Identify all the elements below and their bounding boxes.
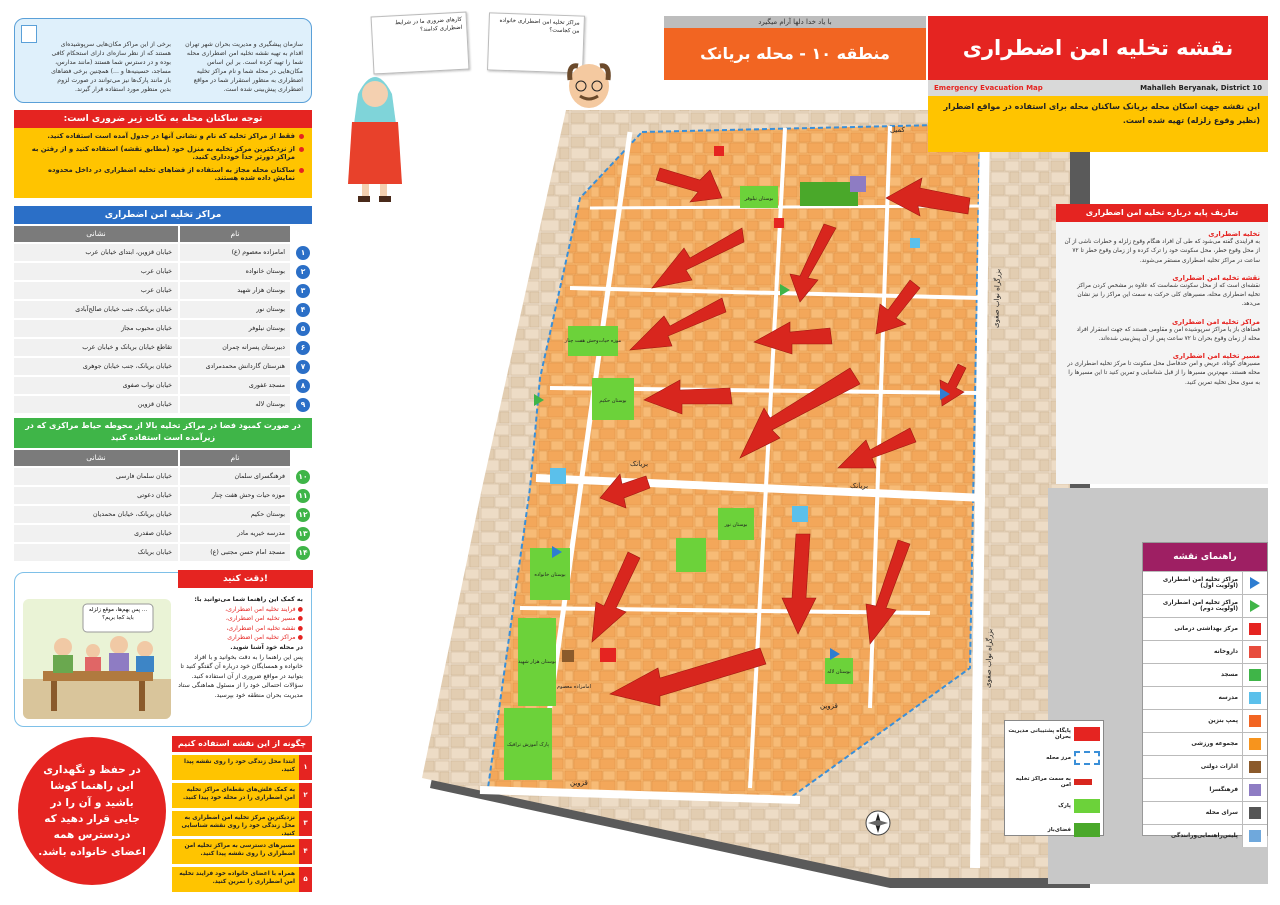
howto-title: چگونه از این نقشه استفاده کنیم xyxy=(172,736,312,752)
legend-item xyxy=(1143,778,1267,801)
blue-flag-icon xyxy=(1242,572,1267,594)
legend-label: مرکز بهداشتی درمانی xyxy=(1174,626,1238,632)
table-row xyxy=(14,544,312,561)
legend-item xyxy=(1143,594,1267,617)
keep-guide-circle: در حفظ و نگهداری این راهنما کوشا باشید و آن را در جایی قرار دهید که دردسترس همه اعضای خانواده باشد. xyxy=(18,737,166,885)
park-salman xyxy=(800,182,858,206)
legend-item xyxy=(1143,571,1267,594)
row-address: خیابان بریانک، جنب خیابان صالح‌آبادی xyxy=(14,301,178,318)
howto-step xyxy=(172,755,312,780)
table-row xyxy=(14,396,312,413)
legend2-item xyxy=(1008,819,1100,841)
evacuation-map[interactable] xyxy=(330,88,1090,888)
howto-steps xyxy=(172,755,312,892)
careful-title: دقت کنید! xyxy=(178,570,313,588)
centers-title: مراکز تخلیه امن اضطراری xyxy=(14,206,312,224)
map-label: بوستان نیلوفر xyxy=(744,196,774,202)
street-label-navab: بزرگراه نواب صفوی xyxy=(992,268,1003,329)
alt-centers-header xyxy=(14,450,312,466)
row-address: تقاطع خیابان بریانک و خیابان عرب xyxy=(14,339,178,356)
map-label: بوستان نور xyxy=(724,522,748,528)
street-label-navab-2: بزرگراه نواب صفوی xyxy=(984,628,995,689)
row-number-badge: ۱۳ xyxy=(296,527,310,541)
legend-label: مجموعه ورزشی xyxy=(1191,741,1238,747)
legend-item xyxy=(1143,824,1267,847)
row-name: هنرستان گاردانش محمدمرادی xyxy=(180,358,290,375)
definition-heading: تخلیه اضطراری xyxy=(1208,230,1260,238)
row-number-badge: ۵ xyxy=(296,322,310,336)
clinic-icon xyxy=(774,218,784,228)
english-title-row xyxy=(928,80,1268,96)
row-name: مسجد امام حسن مجتبی (ع) xyxy=(180,544,290,561)
row-address: خیابان قزوین، ابتدای خیابان عرب xyxy=(14,244,178,261)
alt-centers-panel xyxy=(14,418,312,561)
notes-panel xyxy=(14,110,312,198)
legend-label: ادارات دولتی xyxy=(1200,764,1238,770)
table-row xyxy=(14,525,312,542)
police-icon xyxy=(1242,825,1267,847)
note-item: از نزدیکترین مرکز تخلیه به منزل خود (مطابق نقشه) استفاده کنید و از رفتن به مراکز دورتر جداً خودداری کنید. xyxy=(24,145,304,161)
support-base-icon xyxy=(600,648,616,662)
row-name: بوستان نور xyxy=(180,301,290,318)
legend-item xyxy=(1143,709,1267,732)
howto-panel xyxy=(172,736,312,889)
legend2-swatch xyxy=(1074,799,1100,813)
speech-bubble: ... پس بهم‌ها، موقع زلزله باید کجا بریم؟ xyxy=(88,607,148,621)
legend-item xyxy=(1143,640,1267,663)
compass-icon xyxy=(866,811,890,835)
school-icon xyxy=(792,506,808,522)
row-name: بوستان هزار شهید xyxy=(180,282,290,299)
street-label-beryanak: بریانک xyxy=(850,482,869,490)
government-icon xyxy=(562,650,574,662)
centers-panel xyxy=(14,206,312,413)
col-name: نام xyxy=(180,226,290,242)
table-row xyxy=(14,377,312,394)
legend-label: فرهنگسرا xyxy=(1209,787,1238,793)
row-address: خیابان صفدری xyxy=(14,525,178,542)
legend2-item xyxy=(1008,771,1100,793)
street-label-kamil: کمیل xyxy=(890,126,905,134)
howto-step-number: ۴ xyxy=(299,839,312,864)
legend-rows xyxy=(1143,571,1267,847)
english-district: Mahalleh Beryanak, District 10 xyxy=(1140,84,1262,92)
legend2-label: پارک xyxy=(1058,803,1071,809)
document-icon xyxy=(21,25,37,43)
row-number-badge: ۱۰ xyxy=(296,470,310,484)
gas-station-icon xyxy=(1242,710,1267,732)
map-label: موزه حیات‌وحش هفت چنار xyxy=(564,338,622,344)
legend-label: مدرسه xyxy=(1218,695,1238,701)
row-number-badge: ۱۲ xyxy=(296,508,310,522)
street-label-qazvin-2: قزوین xyxy=(820,702,838,710)
careful-item: فرایند تخلیه امن اضطراری، xyxy=(225,605,296,613)
note-item: فقط از مراکز تخلیه که نام و نشانی آنها در جدول آمده است استفاده کنید. xyxy=(24,132,304,140)
legend2-swatch xyxy=(1074,727,1100,741)
table-row xyxy=(14,244,312,261)
row-address: خیابان سلمان فارسی xyxy=(14,468,178,485)
culture-house-icon xyxy=(1242,779,1267,801)
row-address: خیابان محبوب مجاز xyxy=(14,320,178,337)
notes-title: توجه ساکنان محله به نکات زیر ضروری است: xyxy=(14,110,312,128)
row-number-badge: ۶ xyxy=(296,341,310,355)
map-label: بوستان حکیم xyxy=(599,398,627,404)
definitions-title: تعاریف پایه درباره تخلیه امن اضطراری xyxy=(1056,204,1268,222)
park-noor-2 xyxy=(676,538,706,572)
definition-text: نقشه‌ای است که از محل سکونت شماست که علاوه بر مشخص کردن مراکز تخلیه اضطراری محله، مسیرهای کلی حرکت به سمت این مراکز را نیز نشان می‌دهد. xyxy=(1077,282,1260,308)
note-card-1: کارهای ضروری ما در شرایط اضطراری کدامند؟ xyxy=(371,12,470,75)
row-number-badge: ۸ xyxy=(296,379,310,393)
legend2-swatch xyxy=(1074,823,1100,837)
legend-label: داروخانه xyxy=(1214,649,1238,655)
howto-step-text: مسیرهای دسترسی به مراکز تخلیه امن اضطراری را روی نقشه پیدا کنید. xyxy=(172,839,299,864)
legend-label: پمپ بنزین xyxy=(1208,718,1238,724)
alt-centers-title: در صورت کمبود فضا در مراکز تخلیه بالا از محوطه حیاط مراکزی که در زیرآمده است استفاده کنید xyxy=(14,418,312,448)
row-name: موزه حیات وحش هفت چنار xyxy=(180,487,290,504)
map-legend xyxy=(1142,542,1268,839)
row-address: خیابان دعوتی xyxy=(14,487,178,504)
family-illustration xyxy=(23,599,171,719)
row-number-badge: ۹ xyxy=(296,398,310,412)
map-description: این نقشه جهت اسکان محله بریانک ساکنان محله برای استفاده در مواقع اضطرار (نظیر وقوع زلزله) تهیه شده است. xyxy=(928,96,1268,152)
row-name: مسجد غفوری xyxy=(180,377,290,394)
legend2-label: به سمت مراکز تخلیه امن xyxy=(1015,776,1071,788)
school-icon xyxy=(550,468,566,484)
table-row xyxy=(14,339,312,356)
howto-step-number: ۱ xyxy=(299,755,312,780)
row-name: امامزاده معصوم (ع) xyxy=(180,244,290,261)
careful-outro: در محله خود آشنا شوید. xyxy=(230,644,303,652)
legend-item xyxy=(1143,686,1267,709)
row-address: خیابان بریانک، جنب خیابان جوهری xyxy=(14,358,178,375)
row-address: خیابان بریانک xyxy=(14,544,178,561)
note-card-2: مراکز تخلیه امن اضطراری خانواده من کجاست؟ xyxy=(487,12,585,73)
col-address: نشانی xyxy=(14,226,178,242)
legend2-label: مرز محله xyxy=(1046,755,1071,761)
careful-item: مسیر تخلیه امن اضطراری، xyxy=(225,615,296,623)
map-label: بوستان خانواده xyxy=(534,572,566,578)
sports-icon xyxy=(1242,733,1267,755)
row-number-badge: ۱۱ xyxy=(296,489,310,503)
row-name: دبیرستان پسرانه چمران xyxy=(180,339,290,356)
careful-box xyxy=(14,572,312,727)
legend-item xyxy=(1143,732,1267,755)
centers-rows xyxy=(14,244,312,413)
row-address: خیابان عرب xyxy=(14,282,178,299)
legend-label: مراکز تخلیه امن اضطراری (اولویت دوم) xyxy=(1162,600,1238,612)
howto-step-number: ۳ xyxy=(299,811,312,836)
row-address: خیابان بریانک، خیابان محمدیان xyxy=(14,506,178,523)
clinic-icon xyxy=(714,146,724,156)
careful-item: نقشه تخلیه امن اضطراری، xyxy=(226,624,296,632)
howto-step-number: ۲ xyxy=(299,783,312,808)
english-title: Emergency Evacuation Map xyxy=(934,84,1043,92)
government-icon xyxy=(1242,756,1267,778)
pharmacy-icon xyxy=(1242,641,1267,663)
map-label: امامزاده معصوم xyxy=(557,684,591,690)
howto-step-number: ۵ xyxy=(299,867,312,892)
row-name: مدرسه خیریه مادر xyxy=(180,525,290,542)
row-address: خیابان عرب xyxy=(14,263,178,280)
col-address: نشانی xyxy=(14,450,178,466)
legend2-swatch xyxy=(1074,779,1100,785)
map-label: بوستان لاله xyxy=(827,669,851,675)
legend-title: راهنمای نقشه xyxy=(1143,543,1267,571)
howto-step xyxy=(172,811,312,836)
row-number-badge: ۳ xyxy=(296,284,310,298)
table-row xyxy=(14,506,312,523)
map-legend-secondary xyxy=(1004,720,1104,836)
culture-house-icon xyxy=(850,176,866,192)
mosque-icon xyxy=(1242,664,1267,686)
legend2-swatch xyxy=(1074,751,1100,765)
row-address: خیابان نواب صفوی xyxy=(14,377,178,394)
definitions-panel xyxy=(1056,204,1268,484)
legend2-label: پایگاه پشتیبانی مدیریت بحران xyxy=(1008,728,1071,740)
howto-step-text: به کمک فلش‌های نقطه‌ای مراکز تخلیه امن اضطراری را در محله خود پیدا کنید. xyxy=(172,783,299,808)
howto-step-text: ابتدا محل زندگی خود را روی نقشه پیدا کنید. xyxy=(172,755,299,780)
table-row xyxy=(14,487,312,504)
howto-step-text: همراه با اعضای خانواده خود فرایند تخلیه امن اضطراری را تمرین کنید. xyxy=(172,867,299,892)
intro-box xyxy=(14,18,312,103)
notes-list xyxy=(24,132,304,187)
careful-lead: به کمک این راهنما شما می‌توانید با: xyxy=(194,596,303,603)
row-name: فرهنگسرای سلمان xyxy=(180,468,290,485)
school-icon xyxy=(1242,687,1267,709)
row-number-badge: ۱ xyxy=(296,246,310,260)
howto-step xyxy=(172,783,312,808)
col-name: نام xyxy=(180,450,290,466)
howto-step-text: نزدیکترین مرکز تخلیه امن اضطراری به محل زندگی خود را روی نقشه شناسایی کنید. xyxy=(172,811,299,836)
map-label: پارک آموزش ترافیک xyxy=(506,742,550,748)
intro-text-right: سازمان پیشگیری و مدیریت بحران شهر تهران اقدام به تهیه نقشه تخلیه امن اضطراری محله شما را تهیه کرده است. بر این اساس مکان‌هایی در محله شما و نام مراکز تخلیه اضطراری به منظور استقرار شما در مواقع اضطراری پیش‌بینی شده است. xyxy=(185,41,303,93)
page-title: نقشه تخلیه امن اضطراری xyxy=(928,16,1268,80)
definition-heading: مسیر تخلیه امن اضطراری xyxy=(1172,352,1260,361)
row-number-badge: ۱۴ xyxy=(296,546,310,560)
row-number-badge: ۴ xyxy=(296,303,310,317)
legend-label: مسجد xyxy=(1220,672,1238,678)
careful-body: پس این راهنما را به دقت بخوانید و با افراد خانواده و همسایگان خود درباره آن گفتگو کنید تا بتوانید در مواقع ضروری از آن استفاده کنید. سؤالات احتمالی خود را از مسئول هماهنگی ستاد مدیریت بحران منطقه خود بپرسید. xyxy=(178,653,303,700)
school-icon xyxy=(910,238,920,248)
definition-heading: مراکز تخلیه امن اضطراری xyxy=(1171,317,1260,326)
street-label-qazvin: قزوین xyxy=(570,779,588,787)
row-name: بوستان خانواده xyxy=(180,263,290,280)
centers-header xyxy=(14,226,312,242)
legend-label: مراکز تخلیه امن اضطراری (اولویت اول) xyxy=(1162,577,1238,589)
table-row xyxy=(14,320,312,337)
row-name: بوستان حکیم xyxy=(180,506,290,523)
row-number-badge: ۷ xyxy=(296,360,310,374)
legend-item xyxy=(1143,755,1267,778)
howto-step xyxy=(172,867,312,892)
careful-item: مراکز تخلیه امن اضطراری xyxy=(227,634,296,642)
legend-item xyxy=(1143,663,1267,686)
row-name: بوستان نیلوفر xyxy=(180,320,290,337)
row-name: بوستان لاله xyxy=(180,396,290,413)
definition-text: فضاهای باز یا مراکز سرپوشیده امن و مقاومی هستند که جهت استقرار افراد محله از زمان وقوع بحران تا ۷۲ ساعت پس از آن پیش‌بینی شده‌اند. xyxy=(1076,326,1260,342)
legend2-item xyxy=(1008,723,1100,745)
table-row xyxy=(14,282,312,299)
note-item: ساکنان محله مجاز به استفاده از فضاهای تخلیه اضطراری در داخل محدوده نمایش داده شده هستند. xyxy=(24,166,304,182)
legend2-rows xyxy=(1005,723,1103,841)
legend-item xyxy=(1143,617,1267,640)
definition-text: مسیرهای کوتاه، عریض و امن حدفاصل محل سکونت تا مرکز تخلیه اضطراری در محله هستند. مهم‌ترین مسیرها را از قبل شناسایی و تمرین کنید تا این مسیرها را به سوی محل تخلیه تمرین کنید. xyxy=(1067,361,1260,386)
green-flag-icon xyxy=(1242,595,1267,617)
row-number-badge: ۲ xyxy=(296,265,310,279)
legend2-item xyxy=(1008,795,1100,817)
legend2-label: فضای‌باز xyxy=(1047,827,1071,833)
table-row xyxy=(14,263,312,280)
street-label-beryanak-2: بریانک xyxy=(630,460,649,468)
howto-step xyxy=(172,839,312,864)
table-row xyxy=(14,358,312,375)
map-label: بوستان هزار شهید xyxy=(518,659,556,665)
definition-text: به فرایندی گفته می‌شود که طی آن افراد هنگام وقوع زلزله و خطرات ناشی از آن از محل وقوع خطر، محل سکونت خود را ترک کرده و از زمان وقوع خطر تا ۷۲ ساعت در مراکز تخلیه اضطراری مستقر می‌شوند. xyxy=(1064,239,1260,264)
district-title: منطقه ۱۰ - محله بریانک xyxy=(664,28,926,80)
row-address: خیابان قزوین xyxy=(14,396,178,413)
legend-label: پلیس‌راهنمایی‌ورانندگی xyxy=(1171,833,1238,839)
careful-text: به کمک این راهنما شما می‌توانید با: ● فرایند تخلیه امن اضطراری، ● مسیر تخلیه امن اضطراری، ● نقشه تخلیه امن اضطراری، ● مراکز تخلیه امن اضطراری در محله خود آشنا شوید. پس این راهنما را به دقت بخوانید و با افراد خانواده و همسایگان خود درباره آن گفتگو کنید تا بتوانید در مواقع ضروری از آن استفاده کنید. سؤالات احتمالی خود را از مسئول هماهنگی ستاد مدیریت بحران منطقه خود بپرسید. xyxy=(178,596,303,700)
legend-item xyxy=(1143,801,1267,824)
community-house-icon xyxy=(1242,802,1267,824)
table-row xyxy=(14,468,312,485)
intro-text-left: برخی از این مراکز مکان‌هایی سرپوشیده‌ای هستند که از نظر سازه‌ای دارای استحکام کافی بوده و در دسترس شما هستند (مانند مدارس، مساجد، حسینیه‌ها و ...) همچنین برخی فضاهای باز مانند پارک‌ها نیز می‌توانند در صورت لزوم بدین منظور مورد استفاده قرار گیرند. xyxy=(51,41,171,93)
alt-centers-rows xyxy=(14,468,312,561)
definition-heading: نقشه تخلیه امن اضطراری xyxy=(1172,273,1260,282)
table-row xyxy=(14,301,312,318)
legend2-item xyxy=(1008,747,1100,769)
legend-label: سرای محله xyxy=(1205,810,1238,816)
slogan: با یاد خدا دلها آرام میگیرد xyxy=(664,16,926,28)
clinic-icon xyxy=(1242,618,1267,640)
